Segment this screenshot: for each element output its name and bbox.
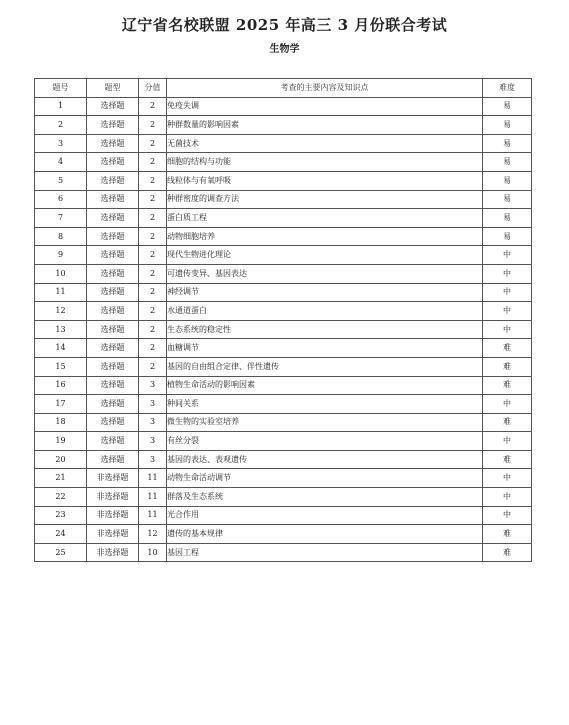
score-cell: 12 xyxy=(139,525,167,544)
question-number-cell: 6 xyxy=(35,190,87,209)
question-number-cell: 20 xyxy=(35,450,87,469)
difficulty-cell: 易 xyxy=(483,171,532,190)
difficulty-cell: 难 xyxy=(483,339,532,358)
question-type-cell: 选择题 xyxy=(87,376,139,395)
header-question-type: 题型 xyxy=(87,79,139,98)
question-type-cell: 选择题 xyxy=(87,227,139,246)
difficulty-cell: 中 xyxy=(483,264,532,283)
score-cell: 2 xyxy=(139,339,167,358)
content-cell: 遗传的基本规律 xyxy=(167,525,483,544)
question-number-cell: 22 xyxy=(35,488,87,507)
table-row xyxy=(35,450,532,469)
header-difficulty: 难度 xyxy=(483,79,532,98)
table-row xyxy=(35,376,532,395)
content-cell: 植物生命活动的影响因素 xyxy=(167,376,483,395)
question-number-cell: 1 xyxy=(35,97,87,116)
question-number-cell: 19 xyxy=(35,432,87,451)
question-number-cell: 7 xyxy=(35,209,87,228)
score-cell: 11 xyxy=(139,506,167,525)
question-number-cell: 12 xyxy=(35,302,87,321)
question-type-cell: 选择题 xyxy=(87,320,139,339)
question-type-cell: 选择题 xyxy=(87,432,139,451)
content-cell: 种群密度的调查方法 xyxy=(167,190,483,209)
question-type-cell: 选择题 xyxy=(87,357,139,376)
table-row xyxy=(35,395,532,414)
content-cell: 光合作用 xyxy=(167,506,483,525)
content-cell: 群落及生态系统 xyxy=(167,488,483,507)
score-cell: 3 xyxy=(139,432,167,451)
content-cell: 血糖调节 xyxy=(167,339,483,358)
table-row xyxy=(35,283,532,302)
content-cell: 现代生物进化理论 xyxy=(167,246,483,265)
table-row xyxy=(35,339,532,358)
question-type-cell: 选择题 xyxy=(87,302,139,321)
table-row xyxy=(35,320,532,339)
score-cell: 3 xyxy=(139,413,167,432)
question-type-cell: 选择题 xyxy=(87,171,139,190)
score-cell: 3 xyxy=(139,450,167,469)
question-type-cell: 选择题 xyxy=(87,246,139,265)
table-row xyxy=(35,246,532,265)
difficulty-cell: 中 xyxy=(483,488,532,507)
question-number-cell: 3 xyxy=(35,134,87,153)
content-cell: 神经调节 xyxy=(167,283,483,302)
difficulty-cell: 难 xyxy=(483,525,532,544)
difficulty-cell: 难 xyxy=(483,376,532,395)
difficulty-cell: 中 xyxy=(483,246,532,265)
content-cell: 生态系统的稳定性 xyxy=(167,320,483,339)
table-row xyxy=(35,432,532,451)
subject-title: 生物学 xyxy=(269,44,300,55)
difficulty-cell: 中 xyxy=(483,432,532,451)
content-cell: 动物细胞培养 xyxy=(167,227,483,246)
difficulty-cell: 易 xyxy=(483,190,532,209)
difficulty-cell: 难 xyxy=(483,450,532,469)
content-cell: 基因的表达、表观遗传 xyxy=(167,450,483,469)
question-number-cell: 18 xyxy=(35,413,87,432)
question-number-cell: 13 xyxy=(35,320,87,339)
question-type-cell: 选择题 xyxy=(87,209,139,228)
table-row xyxy=(35,153,532,172)
content-cell: 种群数量的影响因素 xyxy=(167,116,483,135)
score-cell: 3 xyxy=(139,395,167,414)
difficulty-cell: 易 xyxy=(483,116,532,135)
table-row xyxy=(35,543,532,562)
difficulty-cell: 中 xyxy=(483,395,532,414)
question-type-cell: 选择题 xyxy=(87,283,139,302)
score-cell: 2 xyxy=(139,209,167,228)
question-type-cell: 选择题 xyxy=(87,116,139,135)
score-cell: 2 xyxy=(139,116,167,135)
question-number-cell: 23 xyxy=(35,506,87,525)
content-cell: 有丝分裂 xyxy=(167,432,483,451)
score-cell: 11 xyxy=(139,469,167,488)
content-cell: 细胞的结构与功能 xyxy=(167,153,483,172)
content-cell: 无菌技术 xyxy=(167,134,483,153)
difficulty-cell: 难 xyxy=(483,357,532,376)
content-cell: 动物生命活动调节 xyxy=(167,469,483,488)
table-row xyxy=(35,227,532,246)
question-type-cell: 选择题 xyxy=(87,339,139,358)
content-cell: 水通道蛋白 xyxy=(167,302,483,321)
page-title: 辽宁省名校联盟 2025 年高三 3 月份联合考试 xyxy=(121,16,448,34)
exam-spec-table xyxy=(34,78,532,562)
content-cell: 基因工程 xyxy=(167,543,483,562)
table-row xyxy=(35,116,532,135)
content-cell: 微生物的实验室培养 xyxy=(167,413,483,432)
question-type-cell: 选择题 xyxy=(87,413,139,432)
score-cell: 2 xyxy=(139,97,167,116)
question-type-cell: 非选择题 xyxy=(87,525,139,544)
difficulty-cell: 易 xyxy=(483,227,532,246)
score-cell: 2 xyxy=(139,264,167,283)
score-cell: 2 xyxy=(139,357,167,376)
content-cell: 可遗传变异、基因表达 xyxy=(167,264,483,283)
table-row xyxy=(35,488,532,507)
table-header-row xyxy=(35,79,532,98)
header-content: 考查的主要内容及知识点 xyxy=(167,79,483,98)
question-type-cell: 非选择题 xyxy=(87,488,139,507)
difficulty-cell: 中 xyxy=(483,302,532,321)
content-cell: 线粒体与有氧呼吸 xyxy=(167,171,483,190)
difficulty-cell: 难 xyxy=(483,543,532,562)
question-number-cell: 16 xyxy=(35,376,87,395)
question-number-cell: 14 xyxy=(35,339,87,358)
score-cell: 2 xyxy=(139,153,167,172)
score-cell: 2 xyxy=(139,190,167,209)
table-row xyxy=(35,413,532,432)
content-cell: 蛋白质工程 xyxy=(167,209,483,228)
content-cell: 基因的自由组合定律、伴性遗传 xyxy=(167,357,483,376)
score-cell: 10 xyxy=(139,543,167,562)
question-number-cell: 2 xyxy=(35,116,87,135)
question-number-cell: 5 xyxy=(35,171,87,190)
score-cell: 2 xyxy=(139,134,167,153)
question-number-cell: 9 xyxy=(35,246,87,265)
header-score: 分值 xyxy=(139,79,167,98)
question-number-cell: 24 xyxy=(35,525,87,544)
score-cell: 3 xyxy=(139,376,167,395)
difficulty-cell: 易 xyxy=(483,134,532,153)
question-type-cell: 选择题 xyxy=(87,450,139,469)
table-row xyxy=(35,171,532,190)
difficulty-cell: 中 xyxy=(483,283,532,302)
score-cell: 2 xyxy=(139,302,167,321)
difficulty-cell: 易 xyxy=(483,97,532,116)
difficulty-cell: 难 xyxy=(483,413,532,432)
question-type-cell: 选择题 xyxy=(87,97,139,116)
table-row xyxy=(35,190,532,209)
difficulty-cell: 易 xyxy=(483,153,532,172)
score-cell: 2 xyxy=(139,246,167,265)
question-type-cell: 选择题 xyxy=(87,395,139,414)
table-body xyxy=(35,97,532,562)
question-type-cell: 选择题 xyxy=(87,134,139,153)
score-cell: 2 xyxy=(139,283,167,302)
table-row xyxy=(35,302,532,321)
difficulty-cell: 中 xyxy=(483,320,532,339)
table-row xyxy=(35,264,532,283)
score-cell: 2 xyxy=(139,227,167,246)
difficulty-cell: 易 xyxy=(483,209,532,228)
question-number-cell: 11 xyxy=(35,283,87,302)
question-type-cell: 选择题 xyxy=(87,264,139,283)
table-row xyxy=(35,134,532,153)
content-cell: 免疫失调 xyxy=(167,97,483,116)
question-type-cell: 非选择题 xyxy=(87,543,139,562)
question-number-cell: 8 xyxy=(35,227,87,246)
score-cell: 2 xyxy=(139,320,167,339)
question-number-cell: 25 xyxy=(35,543,87,562)
difficulty-cell: 中 xyxy=(483,506,532,525)
difficulty-cell: 中 xyxy=(483,469,532,488)
question-number-cell: 4 xyxy=(35,153,87,172)
content-cell: 种间关系 xyxy=(167,395,483,414)
question-number-cell: 17 xyxy=(35,395,87,414)
table-row xyxy=(35,525,532,544)
header-question-number: 题号 xyxy=(35,79,87,98)
question-type-cell: 选择题 xyxy=(87,190,139,209)
table-row xyxy=(35,469,532,488)
question-type-cell: 非选择题 xyxy=(87,506,139,525)
question-number-cell: 21 xyxy=(35,469,87,488)
question-number-cell: 10 xyxy=(35,264,87,283)
score-cell: 2 xyxy=(139,171,167,190)
score-cell: 11 xyxy=(139,488,167,507)
table-row xyxy=(35,506,532,525)
question-number-cell: 15 xyxy=(35,357,87,376)
question-type-cell: 非选择题 xyxy=(87,469,139,488)
table-row xyxy=(35,357,532,376)
table-row xyxy=(35,97,532,116)
table-row xyxy=(35,209,532,228)
question-type-cell: 选择题 xyxy=(87,153,139,172)
